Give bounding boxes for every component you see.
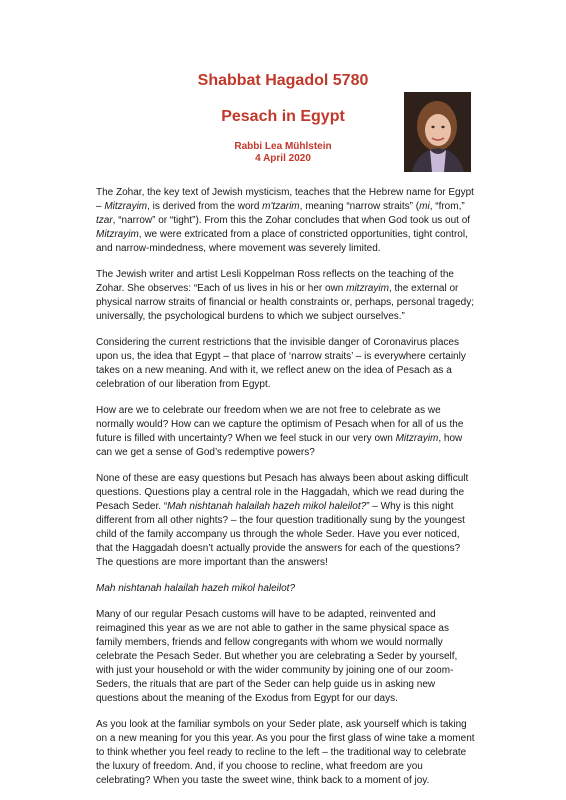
paragraph: Many of our regular Pesach customs will have to be adapted, reinvented and reimagined this year as we are not able to gather in the same physical space as family members, friends and fellow congregants with whom we would normally celebrate the Pesach Seder. But whether you are celebrating a Seder by yourself, with just your household or with the wider community by joining one of our zoom-Seders, the rituals that are part of the Seder can help guide us in asking new questions about the meaning of the Exodus from Egypt for our days. <box>96 609 458 704</box>
publish-date: 4 April 2020 <box>255 153 311 164</box>
page-title: Shabbat Hagadol 5780 <box>197 72 369 89</box>
paragraph: Considering the current restrictions that the invisible danger of Coronavirus places upon us, the idea that Egypt – that place of ‘narrow straits’ – is everywhere certainly takes on a new meaning. And with it, we reflect anew on the idea of Pesach as a celebration of our liberation from Egypt. <box>96 337 466 390</box>
section-heading: Mah nishtanah halailah hazeh mikol haleilot? <box>96 583 296 594</box>
paragraph: None of these are easy questions but Pesach has always been about asking difficult questions. Questions play a central role in the Haggadah, which we read during the Pesach Seder. “Mah nishtanah halailah hazeh mikol haleilot?” – Why is this night different from all other nights? – the four question traditionally sung by the youngest child of the family accompany us through the whole Seder. Have you ever noticed, that the Haggadah doesn’t actually provide the answers for each of the questions? The questions are more important than the answers! <box>96 473 469 568</box>
paragraph: How are we to celebrate our freedom when we are not free to celebrate as we normally would? How can we capture the optimism of Pesach when for all of us the future is filled with uncertainty? When we feel stuck in our very own Mitzrayim, how can we get a sense of God’s redemptive powers? <box>96 405 464 458</box>
paragraph: The Jewish writer and artist Lesli Koppelman Ross reflects on the teaching of the Zohar. She observes: “Each of us lives in his or her own mitzrayim, the external or physical narrow straits of financial or health constraints or, perhaps, personal tragedy; universally, the psychological burdens to which we subject ourselves.” <box>96 269 474 322</box>
paragraph: As you look at the familiar symbols on your Seder plate, ask yourself which is taking on a new meaning for you this year. As you pour the first glass of wine take a moment to think whether you feel ready to recline to the left – the traditional way to celebrate the luxury of freedom. And, if you choose to recline, what freedom are you celebrating? When you taste the sweet wine, think back to a moment of joy. <box>96 719 475 786</box>
page-subtitle: Pesach in Egypt <box>221 108 345 125</box>
byline <box>0 141 566 165</box>
article-body <box>96 186 476 800</box>
author-portrait-icon <box>404 92 471 172</box>
author-name: Rabbi Lea Mühlstein <box>234 141 332 152</box>
paragraph: The Zohar, the key text of Jewish mysticism, teaches that the Hebrew name for Egypt – Mitzrayim, is derived from the word m'tzarim, meaning “narrow straits” (mi, “from,” tzar, “narrow” or “tight”). From this the Zohar concludes that when God took us out of Mitzrayim, we were extricated from a place of constricted opportunities, tight control, and narrow-mindedness, where movement was severely limited. <box>96 187 474 254</box>
